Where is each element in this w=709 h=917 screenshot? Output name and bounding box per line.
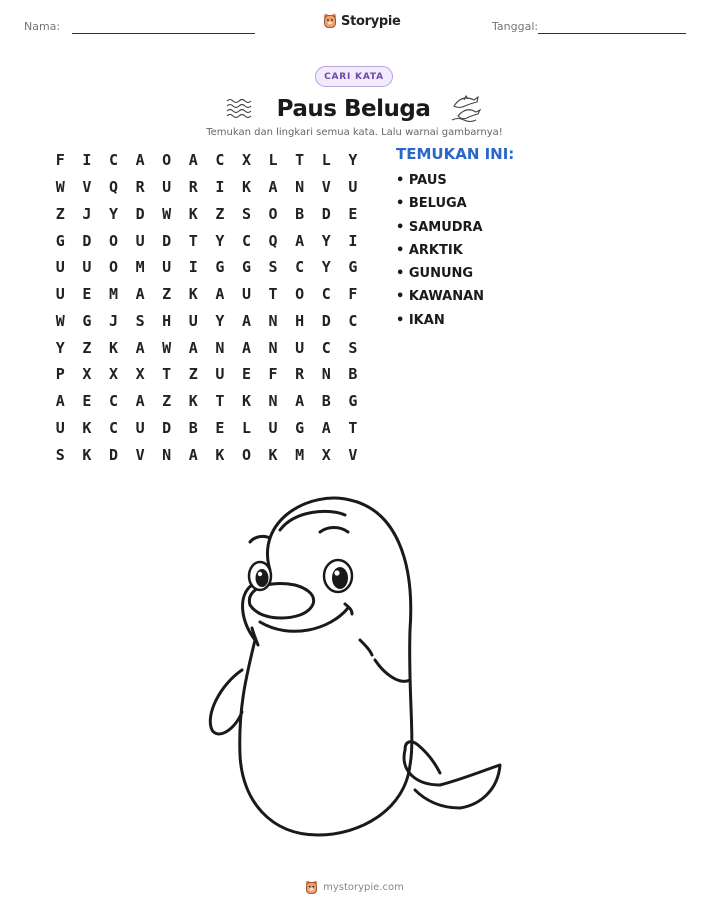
grid-letter[interactable]: K — [108, 338, 118, 357]
grid-letter[interactable]: X — [108, 365, 118, 384]
grid-letter[interactable]: U — [55, 285, 65, 304]
grid-letter[interactable]: W — [162, 204, 172, 223]
name-label: Nama: — [24, 20, 61, 33]
grid-letter[interactable]: U — [348, 178, 358, 197]
grid-letter[interactable]: A — [135, 392, 145, 411]
grid-letter[interactable]: N — [268, 392, 278, 411]
grid-letter[interactable]: V — [348, 445, 358, 464]
brand-logo — [323, 13, 401, 29]
grid-letter[interactable]: N — [321, 365, 331, 384]
grid-letter[interactable]: G — [55, 231, 65, 250]
grid-letter[interactable]: Z — [188, 365, 198, 384]
grid-row — [47, 441, 366, 468]
grid-letter[interactable]: S — [268, 258, 278, 277]
grid-letter[interactable]: A — [135, 285, 145, 304]
grid-letter[interactable]: A — [135, 338, 145, 357]
grid-letter[interactable]: K — [241, 392, 251, 411]
grid-letter[interactable]: Y — [321, 231, 331, 250]
grid-letter[interactable]: C — [108, 151, 118, 170]
grid-letter[interactable]: Z — [82, 338, 92, 357]
grid-letter[interactable]: X — [241, 151, 251, 170]
grid-letter[interactable]: E — [348, 204, 358, 223]
grid-row — [47, 254, 366, 281]
grid-letter[interactable]: Z — [162, 285, 172, 304]
grid-letter[interactable]: Y — [321, 258, 331, 277]
grid-letter[interactable]: I — [215, 178, 225, 197]
grid-letter[interactable]: K — [241, 178, 251, 197]
grid-letter[interactable]: A — [241, 311, 251, 330]
grid-letter[interactable]: A — [241, 338, 251, 357]
left-eye — [249, 562, 271, 590]
grid-letter[interactable]: T — [295, 151, 305, 170]
word-search-grid — [47, 147, 366, 468]
grid-letter[interactable]: A — [295, 231, 305, 250]
grid-letter[interactable]: N — [162, 445, 172, 464]
grid-letter[interactable]: U — [82, 258, 92, 277]
grid-letter[interactable]: X — [135, 365, 145, 384]
grid-letter[interactable]: T — [348, 418, 358, 437]
grid-letter[interactable]: M — [295, 445, 305, 464]
grid-row — [47, 174, 366, 201]
grid-letter[interactable]: W — [55, 178, 65, 197]
grid-letter[interactable]: K — [188, 285, 198, 304]
grid-letter[interactable]: G — [295, 418, 305, 437]
grid-letter[interactable]: N — [268, 338, 278, 357]
grid-letter[interactable]: K — [188, 204, 198, 223]
grid-letter[interactable]: A — [188, 338, 198, 357]
grid-letter[interactable]: Z — [55, 204, 65, 223]
grid-letter[interactable]: T — [188, 231, 198, 250]
grid-letter[interactable]: D — [108, 445, 118, 464]
grid-letter[interactable]: N — [295, 178, 305, 197]
grid-letter[interactable]: Y — [215, 311, 225, 330]
grid-letter[interactable]: R — [135, 178, 145, 197]
word-list-item: • GUNUNG — [396, 266, 484, 289]
grid-letter[interactable]: A — [215, 285, 225, 304]
grid-letter[interactable]: I — [82, 151, 92, 170]
grid-letter[interactable]: T — [162, 365, 172, 384]
grid-letter[interactable]: Y — [348, 151, 358, 170]
grid-letter[interactable]: M — [135, 258, 145, 277]
grid-letter[interactable]: Y — [215, 231, 225, 250]
grid-letter[interactable]: O — [295, 285, 305, 304]
grid-letter[interactable]: S — [55, 445, 65, 464]
grid-letter[interactable]: B — [348, 365, 358, 384]
grid-row — [47, 147, 366, 174]
grid-letter[interactable]: A — [268, 178, 278, 197]
grid-letter[interactable]: E — [82, 285, 92, 304]
word-list-item: • SAMUDRA — [396, 220, 484, 243]
grid-letter[interactable]: Z — [215, 204, 225, 223]
grid-letter[interactable]: K — [268, 445, 278, 464]
grid-row — [47, 415, 366, 442]
dolphins-icon — [450, 92, 484, 122]
grid-letter[interactable]: C — [108, 418, 118, 437]
grid-letter[interactable]: I — [188, 258, 198, 277]
grid-letter[interactable]: V — [82, 178, 92, 197]
grid-letter[interactable]: O — [241, 445, 251, 464]
grid-letter[interactable]: Q — [108, 178, 118, 197]
grid-letter[interactable]: C — [321, 285, 331, 304]
beluga-whale-illustration[interactable] — [200, 490, 505, 850]
word-list-item: • PAUS — [396, 173, 484, 196]
grid-letter[interactable]: T — [215, 392, 225, 411]
grid-row — [47, 281, 366, 308]
grid-row — [47, 361, 366, 388]
grid-letter[interactable]: D — [82, 231, 92, 250]
grid-letter[interactable]: E — [215, 418, 225, 437]
grid-letter[interactable]: F — [268, 365, 278, 384]
grid-letter[interactable]: U — [55, 418, 65, 437]
grid-letter[interactable]: C — [321, 338, 331, 357]
grid-letter[interactable]: U — [162, 178, 172, 197]
grid-letter[interactable]: H — [162, 311, 172, 330]
grid-letter[interactable]: D — [321, 204, 331, 223]
grid-letter[interactable]: U — [241, 285, 251, 304]
grid-letter[interactable]: A — [295, 392, 305, 411]
grid-letter[interactable]: S — [135, 311, 145, 330]
grid-letter[interactable]: E — [241, 365, 251, 384]
grid-letter[interactable]: Y — [55, 338, 65, 357]
grid-letter[interactable]: A — [188, 151, 198, 170]
footer-url[interactable]: mystorypie.com — [323, 882, 404, 893]
grid-letter[interactable]: N — [215, 338, 225, 357]
word-list-item: • IKAN — [396, 313, 484, 336]
name-line[interactable] — [72, 33, 255, 34]
right-eye — [324, 560, 352, 592]
grid-letter[interactable]: G — [215, 258, 225, 277]
grid-letter[interactable]: I — [348, 231, 358, 250]
word-list-item: • KAWANAN — [396, 289, 484, 312]
activity-badge: CARI KATA — [315, 66, 393, 87]
grid-letter[interactable]: W — [162, 338, 172, 357]
grid-row — [47, 388, 366, 415]
grid-letter[interactable]: A — [321, 418, 331, 437]
date-label: Tanggal: — [492, 20, 539, 33]
grid-letter[interactable]: K — [188, 392, 198, 411]
word-list-item: • BELUGA — [396, 196, 484, 219]
grid-letter[interactable]: A — [135, 151, 145, 170]
grid-letter[interactable]: X — [82, 365, 92, 384]
grid-letter[interactable]: L — [241, 418, 251, 437]
grid-letter[interactable]: F — [55, 151, 65, 170]
grid-letter[interactable]: U — [215, 365, 225, 384]
grid-letter[interactable]: E — [82, 392, 92, 411]
grid-row — [47, 227, 366, 254]
date-line[interactable] — [538, 33, 686, 34]
grid-letter[interactable]: D — [135, 204, 145, 223]
grid-letter[interactable]: U — [55, 258, 65, 277]
grid-letter[interactable]: V — [321, 178, 331, 197]
grid-letter[interactable]: S — [348, 338, 358, 357]
word-list-item: • ARKTIK — [396, 243, 484, 266]
grid-letter[interactable]: Z — [162, 392, 172, 411]
grid-letter[interactable]: L — [321, 151, 331, 170]
grid-letter[interactable]: K — [215, 445, 225, 464]
grid-letter[interactable]: D — [321, 311, 331, 330]
grid-row — [47, 201, 366, 228]
grid-letter[interactable]: R — [188, 178, 198, 197]
grid-letter[interactable]: N — [268, 311, 278, 330]
grid-letter[interactable]: U — [162, 258, 172, 277]
grid-row — [47, 308, 366, 335]
grid-letter[interactable]: V — [135, 445, 145, 464]
grid-letter[interactable]: T — [268, 285, 278, 304]
page-title — [0, 92, 709, 122]
grid-letter[interactable]: X — [321, 445, 331, 464]
grid-letter[interactable]: A — [188, 445, 198, 464]
grid-letter[interactable]: U — [135, 231, 145, 250]
grid-letter[interactable]: H — [295, 311, 305, 330]
grid-letter[interactable]: B — [321, 392, 331, 411]
word-list-title: TEMUKAN INI: — [396, 145, 515, 163]
storypie-bear-icon — [305, 880, 318, 895]
grid-letter[interactable]: U — [295, 338, 305, 357]
grid-letter[interactable]: D — [162, 418, 172, 437]
grid-letter[interactable]: C — [241, 231, 251, 250]
brand-name: Storypie — [341, 13, 401, 29]
grid-letter[interactable]: Q — [268, 231, 278, 250]
grid-letter[interactable]: G — [241, 258, 251, 277]
grid-letter[interactable]: C — [348, 311, 358, 330]
title-text: Paus Beluga — [276, 96, 431, 122]
waves-icon — [225, 97, 255, 119]
grid-letter[interactable]: O — [162, 151, 172, 170]
grid-letter[interactable]: R — [295, 365, 305, 384]
grid-letter[interactable]: M — [108, 285, 118, 304]
grid-letter[interactable]: B — [188, 418, 198, 437]
grid-letter[interactable]: U — [188, 311, 198, 330]
grid-letter[interactable]: S — [241, 204, 251, 223]
grid-letter[interactable]: C — [215, 151, 225, 170]
grid-letter[interactable]: K — [82, 445, 92, 464]
grid-letter[interactable]: G — [348, 258, 358, 277]
instructions: Temukan dan lingkari semua kata. Lalu warnai gambarnya! — [206, 127, 503, 138]
grid-letter[interactable]: P — [55, 365, 65, 384]
grid-letter[interactable]: G — [82, 311, 92, 330]
grid-letter[interactable]: F — [348, 285, 358, 304]
grid-letter[interactable]: K — [82, 418, 92, 437]
grid-letter[interactable]: G — [348, 392, 358, 411]
grid-letter[interactable]: C — [295, 258, 305, 277]
grid-letter[interactable]: J — [82, 204, 92, 223]
footer — [0, 880, 709, 895]
grid-letter[interactable]: O — [108, 258, 118, 277]
grid-letter[interactable]: O — [268, 204, 278, 223]
grid-letter[interactable]: J — [108, 311, 118, 330]
grid-letter[interactable]: U — [268, 418, 278, 437]
word-list — [396, 173, 484, 336]
grid-letter[interactable]: A — [55, 392, 65, 411]
grid-letter[interactable]: O — [108, 231, 118, 250]
grid-letter[interactable]: L — [268, 151, 278, 170]
grid-letter[interactable]: Y — [108, 204, 118, 223]
storypie-bear-icon — [323, 13, 337, 29]
grid-letter[interactable]: W — [55, 311, 65, 330]
grid-letter[interactable]: B — [295, 204, 305, 223]
grid-letter[interactable]: U — [135, 418, 145, 437]
grid-row — [47, 334, 366, 361]
grid-letter[interactable]: C — [108, 392, 118, 411]
letter-grid — [47, 147, 366, 468]
grid-letter[interactable]: D — [162, 231, 172, 250]
